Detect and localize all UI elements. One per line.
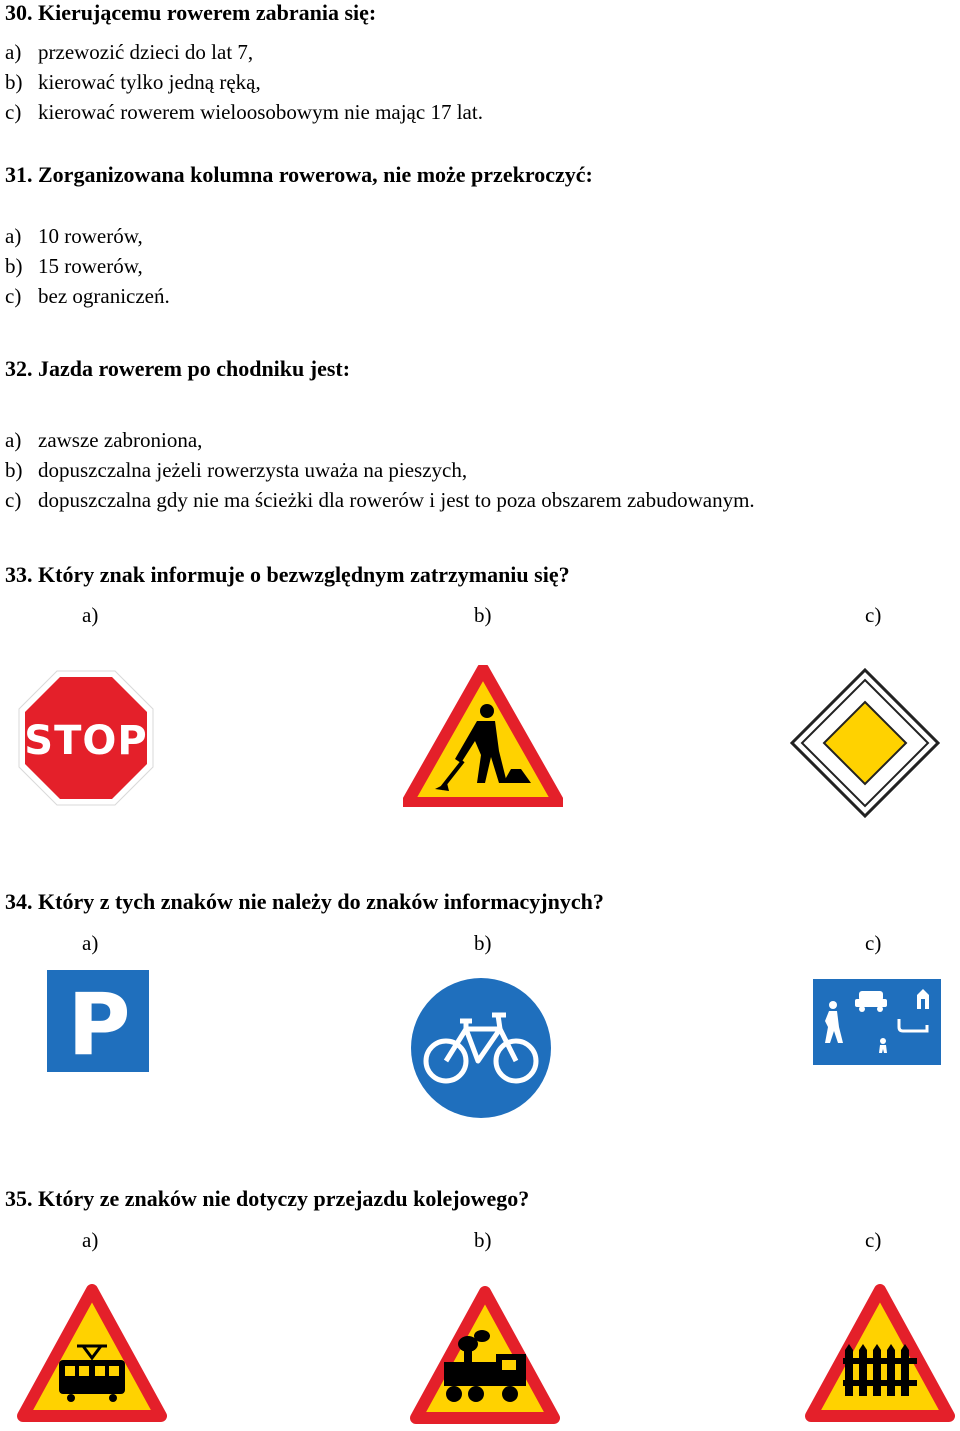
- option-text: dopuszczalna gdy nie ma ścieżki dla rowerów i jest to poza obszarem zabudowanym.: [38, 488, 755, 512]
- question-34-title: 34. Który z tych znaków nie należy do znaków informacyjnych?: [5, 889, 604, 914]
- option-text: zawsze zabroniona,: [38, 428, 203, 452]
- question-30-title: 30. Kierującemu rowerem zabrania się:: [5, 0, 377, 25]
- parking-sign-text: P: [67, 975, 131, 1072]
- option-text: kierować tylko jedną ręką,: [38, 70, 261, 94]
- option-letter: c): [5, 100, 22, 124]
- question-33-title: 33. Który znak informuje o bezwzględnym zatrzymaniu się?: [5, 562, 570, 587]
- residential-zone-sign-icon: [813, 979, 941, 1065]
- question-30-option-c: [5, 100, 483, 125]
- railway-crossing-sign-icon: [410, 1286, 560, 1426]
- question-33-letter-c: c): [865, 603, 882, 627]
- option-text: bez ograniczeń.: [38, 284, 170, 308]
- question-35-letter-b: b): [474, 1228, 492, 1252]
- question-34-letter-a: a): [82, 931, 99, 955]
- question-32-title: 32. Jazda rowerem po chodniku jest:: [5, 356, 351, 381]
- question-33-letter-b: b): [474, 603, 492, 627]
- question-31-option-c: [5, 284, 170, 309]
- option-letter: a): [5, 224, 22, 248]
- option-text: przewozić dzieci do lat 7,: [38, 40, 254, 64]
- question-33-letter-a: a): [82, 603, 99, 627]
- stop-sign-icon: [16, 668, 156, 808]
- question-32-option-c: [5, 488, 755, 513]
- option-letter: b): [5, 70, 23, 94]
- priority-road-sign-icon: [790, 668, 940, 818]
- bicycle-path-sign-icon: [410, 977, 552, 1119]
- question-32-option-b: [5, 458, 467, 483]
- option-letter: b): [5, 458, 23, 482]
- question-35-title: 35. Który ze znaków nie dotyczy przejazdu kolejowego?: [5, 1186, 530, 1211]
- parking-sign-icon: [47, 970, 149, 1072]
- option-letter: a): [5, 40, 22, 64]
- option-letter: c): [5, 488, 22, 512]
- question-31-option-a: [5, 224, 143, 249]
- option-letter: b): [5, 254, 23, 278]
- question-34-letter-c: c): [865, 931, 882, 955]
- option-letter: c): [5, 284, 22, 308]
- option-text: kierować rowerem wieloosobowym nie mając 17 lat.: [38, 100, 483, 124]
- option-text: 10 rowerów,: [38, 224, 143, 248]
- question-30-option-b: [5, 70, 261, 95]
- railway-crossing-barrier-sign-icon: [805, 1284, 955, 1424]
- option-letter: a): [5, 428, 22, 452]
- question-30-option-a: [5, 40, 253, 65]
- question-31-option-b: [5, 254, 143, 279]
- question-32-option-a: [5, 428, 202, 453]
- question-34-letter-b: b): [474, 931, 492, 955]
- question-35-letter-a: a): [82, 1228, 99, 1252]
- option-text: dopuszczalna jeżeli rowerzysta uważa na pieszych,: [38, 458, 468, 482]
- stop-sign-text: STOP: [24, 718, 148, 764]
- question-31-title: 31. Zorganizowana kolumna rowerowa, nie może przekroczyć:: [5, 162, 593, 187]
- question-35-letter-c: c): [865, 1228, 882, 1252]
- tram-sign-icon: [17, 1284, 167, 1424]
- option-text: 15 rowerów,: [38, 254, 143, 278]
- road-works-sign-icon: [403, 665, 563, 807]
